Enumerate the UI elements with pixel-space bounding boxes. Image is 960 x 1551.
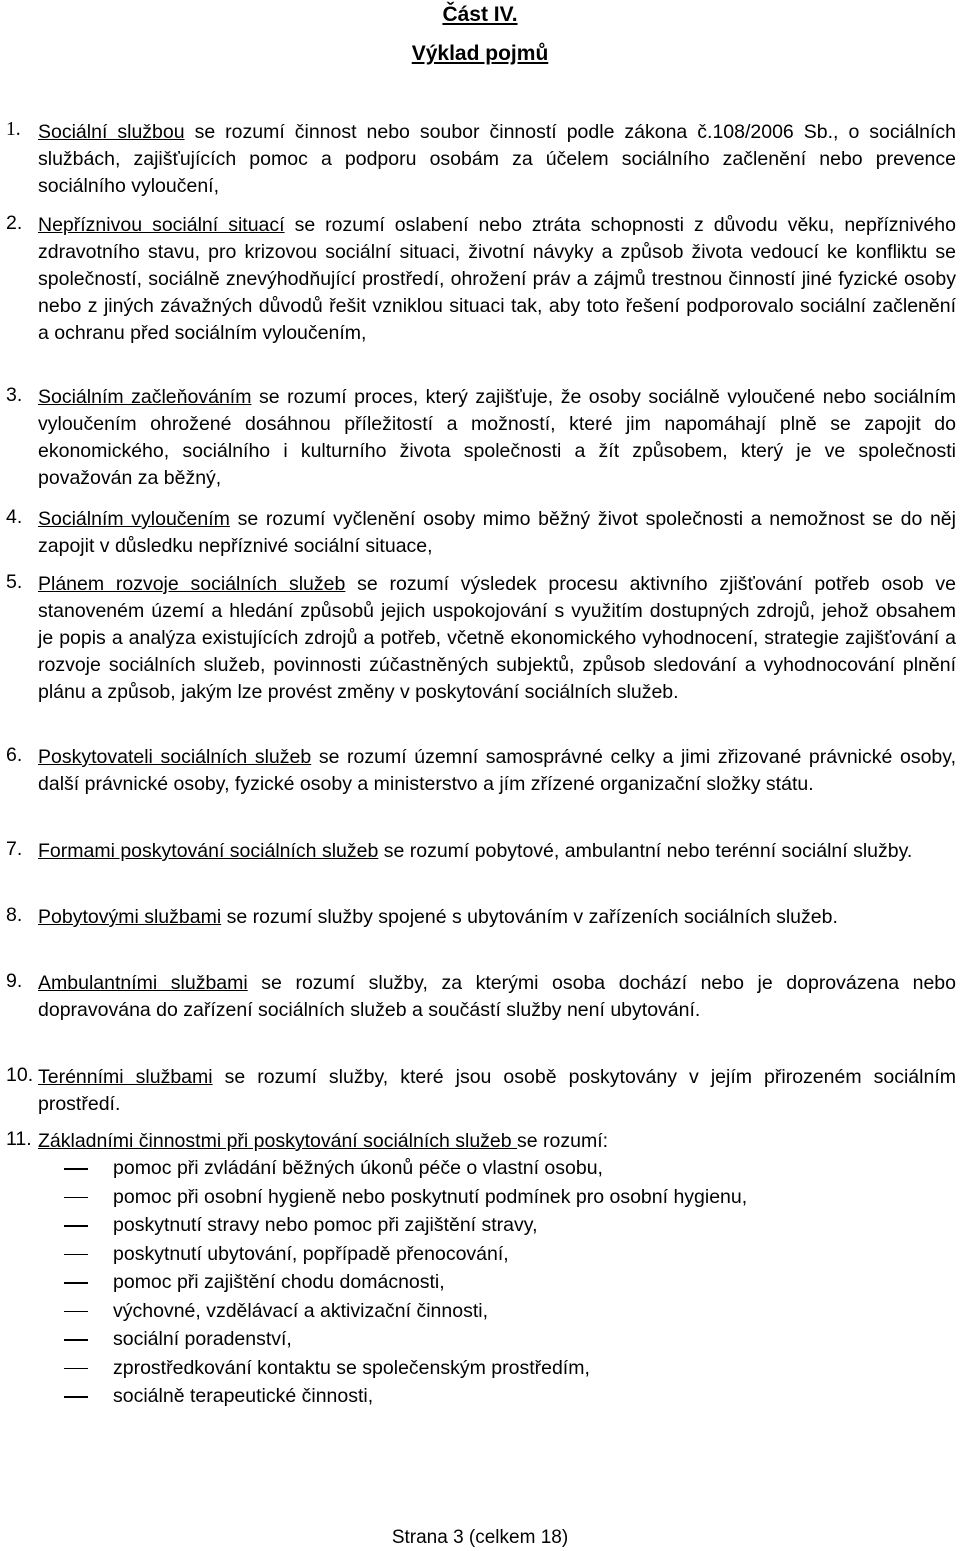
list-item-text: výchovné, vzdělávací a aktivizační činnosti, — [113, 1299, 489, 1322]
item-text — [38, 744, 956, 798]
item-definition: se rozumí výsledek procesu aktivního zjišťování potřeb osob ve stanoveném území a hledání způsobů jejich uspokojování s využitím dostupných zdrojů, jehož obsahem je popis a analýza existujících zdrojů a potřeb, včetně ekonomického vyhodnocení, strategie zajišťování a rozvoje sociálních služeb, povinnosti zúčastněných subjektů, způsob sledování a vyhodnocování plnění plánu a způsob, jakým lze provést změny v poskytování sociálních služeb. — [38, 573, 957, 703]
basic-activities-list — [0, 1155, 960, 1412]
item-number: 7. — [6, 838, 23, 860]
item-term: Pobytovými službami — [38, 906, 222, 928]
item-definition: se rozumí oslabení nebo ztráta schopnosti z důvodu věku, nepříznivého zdravotního stavu, pro krizovou sociální situaci, životní návyky a způsob života vedoucí ke konfliktu se společností, sociálně znevýhodňující prostředí, ohrožení práv a zájmů trestnou činností jiné fyzické osoby nebo z jiných závažných důvodů řešit vzniklou situaci tak, aby toto řešení podporovalo sociální začlenění a ochranu před sociálním vyloučením, — [38, 214, 956, 344]
item-number: 9. — [6, 970, 23, 992]
list-item — [0, 1355, 960, 1384]
list-item-text: poskytnutí stravy nebo pomoc při zajištění stravy, — [113, 1214, 538, 1236]
list-item-text: sociálně terapeutické činnosti, — [113, 1385, 374, 1407]
item-text — [38, 1064, 956, 1118]
list-item-text: poskytnutí ubytování, popřípadě přenocování, — [113, 1242, 509, 1265]
item-definition: se rozumí vyčlenění osoby mimo běžný život společnosti a nemožnost se do něj zapojit v důsledku nepříznivé sociální situace, — [38, 508, 956, 557]
item-number: 5. — [6, 571, 23, 593]
page-number: Strana 3 (celkem 18) — [391, 1527, 569, 1548]
part-title: Část IV. — [442, 3, 518, 26]
item-text — [38, 384, 956, 492]
item-number: 4. — [6, 506, 23, 528]
item-number: 8. — [6, 904, 23, 926]
item-term: Formami poskytování sociálních služeb — [38, 840, 379, 862]
item-definition: se rozumí služby, za kterými osoba dochází nebo je doprovázena nebo dopravována do zařízení sociálních služeb a součástí služby není ubytování. — [38, 972, 956, 1021]
item-number: 1. — [6, 119, 21, 140]
list-item — [0, 1298, 960, 1327]
item-definition: se rozumí proces, který zajišťuje, že osoby sociálně vyloučené nebo sociálním vyloučením ohrožené dosáhnou příležitostí a možností, které jim napomáhají plně se zapojit do ekonomického, sociálního i kulturního života společnosti a žít způsobem, který je ve společnosti považován za běžný, — [38, 386, 956, 489]
item-term: Základními činnostmi při poskytování sociálních služeb — [38, 1130, 518, 1152]
item-definition: se rozumí: — [517, 1130, 609, 1152]
item-number: 6. — [6, 744, 23, 766]
list-item — [0, 1184, 960, 1213]
item-term: Sociální službou — [38, 121, 185, 143]
list-item — [0, 1383, 960, 1412]
list-item-text: pomoc při osobní hygieně nebo poskytnutí podmínek pro osobní hygienu, — [113, 1185, 748, 1208]
list-item — [0, 1326, 960, 1355]
list-item — [0, 1241, 960, 1270]
dash-bullet-icon — [64, 1197, 88, 1199]
item-text — [38, 212, 956, 347]
item-definition: se rozumí územní samosprávné celky a jimi zřizované právnické osoby, další právnické osoby, fyzické osoby a ministerstvo a jím zřízené organizační složky státu. — [38, 746, 956, 795]
list-item — [0, 1212, 960, 1241]
item-term: Ambulantními službami — [38, 972, 248, 994]
dash-bullet-icon — [64, 1311, 88, 1313]
section-heading: Výklad pojmů — [411, 42, 549, 65]
item-text — [38, 119, 956, 200]
item-term: Nepříznivou sociální situací — [38, 214, 285, 236]
list-item — [0, 1269, 960, 1298]
item-text — [38, 506, 956, 560]
item-term: Terénními službami — [38, 1066, 213, 1088]
item-number: 11. — [6, 1128, 32, 1150]
dash-bullet-icon — [64, 1225, 88, 1227]
item-number: 2. — [6, 212, 23, 234]
dash-bullet-icon — [64, 1368, 88, 1370]
list-item-text: zprostředkování kontaktu se společenským prostředím, — [113, 1356, 590, 1379]
item-term: Sociálním začleňováním — [38, 386, 252, 408]
list-item-text: pomoc při zajištění chodu domácnosti, — [113, 1271, 445, 1293]
dash-bullet-icon — [64, 1168, 88, 1170]
item-definition: se rozumí služby spojené s ubytováním v zařízeních sociálních služeb. — [221, 906, 838, 928]
item-text — [38, 904, 956, 931]
item-text — [38, 970, 956, 1024]
item-number: 3. — [6, 384, 23, 406]
dash-bullet-icon — [64, 1282, 88, 1284]
item-number: 10. — [6, 1064, 34, 1086]
item-definition: se rozumí služby, které jsou osobě poskytovány v jejím přirozeném sociálním prostředí. — [38, 1066, 956, 1115]
list-item-text: pomoc při zvládání běžných úkonů péče o vlastní osobu, — [113, 1157, 603, 1179]
item-text — [38, 571, 956, 706]
list-item — [0, 1155, 960, 1184]
item-text — [38, 1128, 956, 1155]
item-term: Plánem rozvoje sociálních služeb — [38, 573, 346, 595]
dash-bullet-icon — [64, 1254, 88, 1256]
item-term: Sociálním vyloučením — [38, 508, 230, 530]
dash-bullet-icon — [64, 1396, 88, 1398]
item-term: Poskytovateli sociálních služeb — [38, 746, 312, 768]
item-text — [38, 838, 956, 865]
item-definition: se rozumí pobytové, ambulantní nebo terénní sociální služby. — [378, 840, 913, 862]
list-item-text: sociální poradenství, — [113, 1328, 292, 1350]
dash-bullet-icon — [64, 1339, 88, 1341]
item-definition: se rozumí činnost nebo soubor činností podle zákona č.108/2006 Sb., o sociálních službách, zajišťujících pomoc a podporu osobám za účelem sociálního začlenění nebo prevence sociálního vyloučení, — [38, 121, 956, 197]
